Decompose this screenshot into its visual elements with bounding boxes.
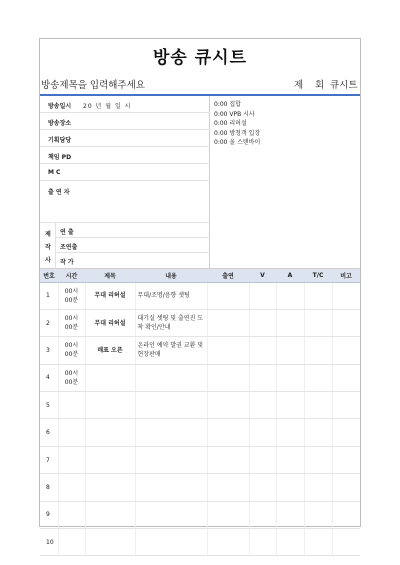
header-note: 비고: [332, 269, 360, 282]
cell-time[interactable]: [58, 529, 85, 556]
cell-no[interactable]: 6: [40, 419, 58, 446]
cell-audio[interactable]: [276, 309, 304, 336]
cell-time[interactable]: [58, 501, 85, 528]
cell-title[interactable]: [85, 529, 135, 556]
cue-sheet-page: [39, 38, 361, 546]
cell-audio[interactable]: [276, 364, 304, 391]
schedule-body: [40, 282, 360, 556]
cell-video[interactable]: [249, 364, 276, 391]
cell-content[interactable]: [135, 529, 207, 556]
page-title: 방송 큐시트: [152, 48, 248, 68]
cell-note[interactable]: [332, 474, 360, 501]
header-cast: 출연: [207, 269, 249, 282]
cell-time[interactable]: [58, 474, 85, 501]
info-row-datetime[interactable]: [40, 96, 210, 113]
cell-timecode[interactable]: [304, 446, 332, 473]
cell-title[interactable]: [85, 446, 135, 473]
staff-label: 작 가: [60, 259, 74, 266]
cell-time[interactable]: [58, 446, 85, 473]
info-row-place[interactable]: [40, 113, 210, 130]
staff-label: 연 출: [60, 229, 74, 236]
cell-no[interactable]: 1: [40, 282, 58, 309]
cell-content[interactable]: 대기실 셋팅 및 출연진 도착 확인/안내: [135, 309, 207, 336]
cell-title[interactable]: 무대 리허설: [85, 282, 135, 309]
cell-no[interactable]: 3: [40, 337, 58, 364]
info-label: 출 연 자: [48, 189, 70, 196]
table-row[interactable]: [40, 337, 360, 364]
broadcast-title-field[interactable]: 방송제목을 입력해주세요: [41, 80, 145, 91]
cell-title[interactable]: 무대 리허설: [85, 309, 135, 336]
info-fields: [40, 96, 210, 268]
cell-content[interactable]: [135, 419, 207, 446]
cell-note[interactable]: [332, 446, 360, 473]
cell-content[interactable]: [135, 501, 207, 528]
cell-content[interactable]: [135, 446, 207, 473]
cell-time[interactable]: [58, 392, 85, 419]
production-label: 제 작 사: [40, 223, 56, 269]
header-video: V: [249, 269, 276, 282]
cell-note[interactable]: [332, 529, 360, 556]
header-timecode: T/C: [304, 269, 332, 282]
info-row-mc[interactable]: [40, 164, 210, 181]
staff-row-director[interactable]: [56, 223, 210, 238]
schedule-table: [40, 269, 360, 556]
cell-cast[interactable]: [207, 529, 249, 556]
timeline-item[interactable]: 0:00 방청객 입장: [214, 129, 261, 137]
cell-time[interactable]: [58, 419, 85, 446]
table-header-row: [40, 269, 360, 282]
cell-time[interactable]: [58, 309, 85, 336]
episode-suffix: 큐시트: [330, 80, 358, 91]
cell-no[interactable]: 10: [40, 529, 58, 556]
cell-note[interactable]: [332, 419, 360, 446]
cell-no[interactable]: 9: [40, 501, 58, 528]
cell-timecode[interactable]: [304, 501, 332, 528]
cell-audio[interactable]: [276, 501, 304, 528]
cell-title[interactable]: [85, 392, 135, 419]
cell-timecode[interactable]: [304, 529, 332, 556]
cell-cast[interactable]: [207, 282, 249, 309]
cell-timecode[interactable]: [304, 474, 332, 501]
cell-timecode[interactable]: [304, 282, 332, 309]
cell-time[interactable]: [58, 364, 85, 391]
cell-content[interactable]: [135, 474, 207, 501]
cell-cast[interactable]: [207, 446, 249, 473]
info-row-planner[interactable]: [40, 130, 210, 147]
header-title: 제목: [85, 269, 135, 282]
cell-no[interactable]: 5: [40, 392, 58, 419]
timeline-item[interactable]: 0:00 올 스탠바이: [214, 139, 261, 146]
time-minute: 00분: [64, 324, 79, 332]
table-row[interactable]: [40, 282, 360, 309]
cell-audio[interactable]: [276, 474, 304, 501]
timeline-item[interactable]: 0:00 VPB 시사: [214, 110, 255, 118]
cell-timecode[interactable]: [304, 419, 332, 446]
staff-row-writer[interactable]: [56, 253, 210, 269]
info-label: 방송장소: [48, 120, 72, 127]
info-label: 책임 PD: [48, 154, 72, 161]
table-row[interactable]: [40, 309, 360, 336]
cell-cast[interactable]: [207, 364, 249, 391]
cell-audio[interactable]: [276, 337, 304, 364]
time-hour: 00시: [64, 287, 79, 295]
production-staff: [40, 223, 210, 269]
cell-video[interactable]: [249, 392, 276, 419]
cell-timecode[interactable]: [304, 337, 332, 364]
cell-cast[interactable]: [207, 392, 249, 419]
cell-title[interactable]: [85, 474, 135, 501]
cell-no[interactable]: 4: [40, 364, 58, 391]
cell-timecode[interactable]: [304, 364, 332, 391]
episode-prefix: 제: [294, 80, 304, 91]
cell-note[interactable]: [332, 282, 360, 309]
cell-content[interactable]: 온라인 예약 발권 교환 및 현장판매: [135, 337, 207, 364]
cell-no[interactable]: 7: [40, 446, 58, 473]
cell-title[interactable]: [85, 364, 135, 391]
cell-timecode[interactable]: [304, 309, 332, 336]
cell-content[interactable]: [135, 364, 207, 391]
header-content: 내용: [135, 269, 207, 282]
cell-audio[interactable]: [276, 392, 304, 419]
table-row[interactable]: [40, 364, 360, 391]
cell-audio[interactable]: [276, 419, 304, 446]
cell-note[interactable]: [332, 337, 360, 364]
table-row[interactable]: [40, 501, 360, 528]
header-time: 시간: [58, 269, 85, 282]
info-row-cast[interactable]: [40, 181, 210, 223]
header-audio: A: [276, 269, 304, 282]
cell-content[interactable]: 무대/조명/음향 셋팅: [135, 282, 207, 309]
staff-row-assistant[interactable]: [56, 238, 210, 253]
info-row-pd[interactable]: [40, 147, 210, 164]
info-block: [40, 96, 360, 269]
episode-unit: 회: [315, 80, 325, 91]
cell-video[interactable]: [249, 474, 276, 501]
cell-cast[interactable]: [207, 501, 249, 528]
cell-note[interactable]: [332, 309, 360, 336]
cell-note[interactable]: [332, 392, 360, 419]
cell-time[interactable]: [58, 337, 85, 364]
time-hour: 00시: [64, 315, 79, 323]
cell-timecode[interactable]: [304, 392, 332, 419]
info-label: 기획담당: [48, 137, 72, 144]
cell-cast[interactable]: [207, 474, 249, 501]
cell-content[interactable]: [135, 392, 207, 419]
cell-cast[interactable]: [207, 337, 249, 364]
cell-video[interactable]: [249, 501, 276, 528]
cell-video[interactable]: [249, 309, 276, 336]
time-minute: 00분: [64, 378, 79, 386]
cell-audio[interactable]: [276, 282, 304, 309]
timeline-list: [214, 100, 260, 148]
table-row[interactable]: [40, 474, 360, 501]
time-minute: 00분: [64, 351, 79, 359]
cell-no[interactable]: 8: [40, 474, 58, 501]
info-value[interactable]: 20 년 월 일 시: [83, 103, 132, 110]
cell-title[interactable]: [85, 501, 135, 528]
subtitle-row: [40, 76, 360, 94]
time-hour: 00시: [64, 369, 79, 377]
cell-title[interactable]: [85, 419, 135, 446]
cell-cast[interactable]: [207, 309, 249, 336]
cell-time[interactable]: [58, 282, 85, 309]
timeline-item[interactable]: 0:00 집합: [214, 101, 241, 108]
cell-video[interactable]: [249, 419, 276, 446]
time-minute: 00분: [64, 296, 79, 304]
info-label: 방송일시: [48, 103, 72, 110]
time-hour: 00시: [64, 342, 79, 350]
header-no: 번호: [40, 269, 58, 282]
cell-title[interactable]: 매표 오픈: [85, 337, 135, 364]
cell-video[interactable]: [249, 446, 276, 473]
cell-note[interactable]: [332, 364, 360, 391]
cell-audio[interactable]: [276, 446, 304, 473]
table-row[interactable]: [40, 529, 360, 556]
cell-video[interactable]: [249, 282, 276, 309]
info-label: M C: [48, 169, 61, 176]
timeline-item[interactable]: 0:00 리허설: [214, 120, 247, 127]
cell-cast[interactable]: [207, 419, 249, 446]
table-row[interactable]: [40, 446, 360, 473]
table-row[interactable]: [40, 392, 360, 419]
cell-audio[interactable]: [276, 529, 304, 556]
cell-video[interactable]: [249, 529, 276, 556]
table-row[interactable]: [40, 419, 360, 446]
cell-video[interactable]: [249, 337, 276, 364]
staff-label: 조연출: [60, 244, 78, 251]
cell-no[interactable]: 2: [40, 309, 58, 336]
cell-note[interactable]: [332, 501, 360, 528]
